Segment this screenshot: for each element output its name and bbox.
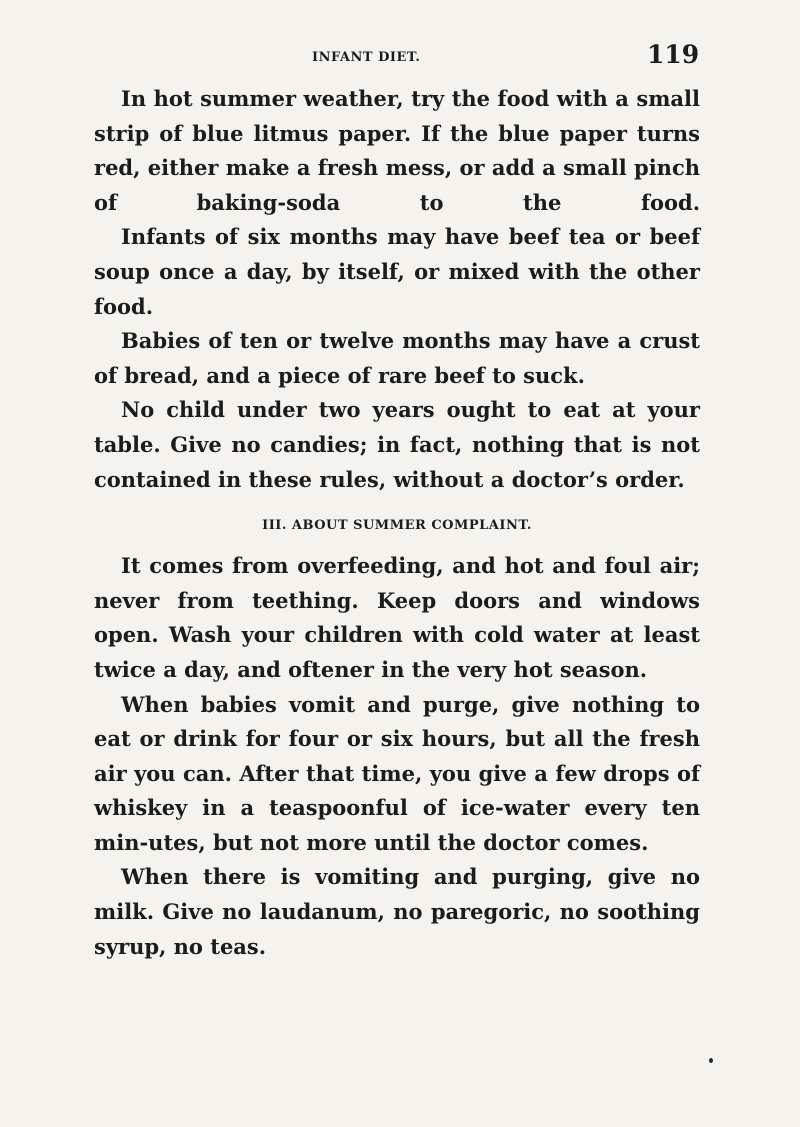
paragraph-your-table: No child under two years ought to eat at your table. Give no candies; in fact, nothing that is not contained in these rules, without a doctor’s order. (94, 397, 700, 492)
ink-speck (709, 1058, 713, 1063)
page-number: 119 (647, 40, 700, 69)
paragraph-crust-of-bread: Babies of ten or twelve months may have a crust of bread, and a piece of rare beef to suck. (94, 328, 700, 388)
paragraph-no-milk: When there is vomiting and purging, give no milk. Give no laudanum, no paregoric, no soothing syrup, no teas. (94, 864, 700, 959)
body-text (94, 82, 700, 964)
paragraph-litmus-test: In hot summer weather, try the food with a small strip of blue litmus paper. If the blue paper turns red, either make a fresh mess, or add a small pinch of baking-soda to the food. (94, 86, 700, 215)
paragraph-overfeeding: It comes from overfeeding, and hot and foul air; never from teething. Keep doors and windows open. Wash your children with cold water at least twice a day, and oftener in the very hot season. (94, 553, 700, 682)
paragraph-vomit-and-purge: When babies vomit and purge, give nothing to eat or drink for four or six hours, but all the fresh air you can. After that time, you give a few drops of whiskey in a teaspoonful of ice-water every ten min-utes, but not more until the doctor comes. (94, 691, 700, 855)
section-heading: III. ABOUT SUMMER COMPLAINT. (262, 518, 532, 534)
paragraph-beef-tea: Infants of six months may have beef tea or beef soup once a day, by itself, or mixed with the other food. (94, 224, 700, 319)
running-head: INFANT DIET. (312, 50, 421, 65)
